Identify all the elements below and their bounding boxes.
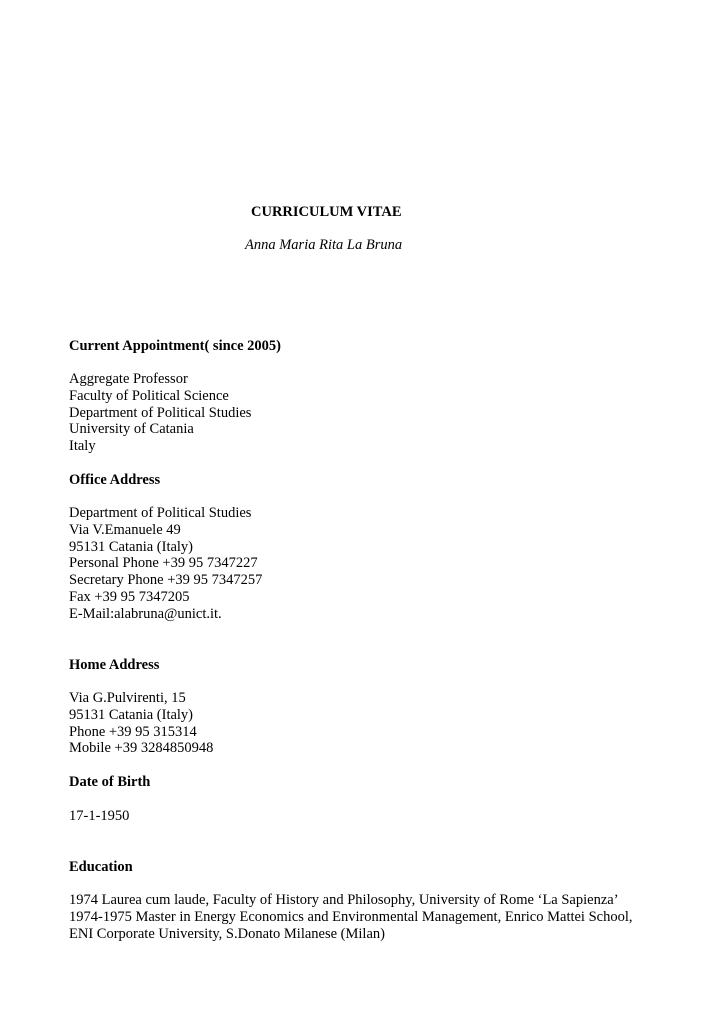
date-of-birth-section [69, 774, 689, 791]
education-line: 1974-1975 Master in Energy Economics and Environmental Management, Enrico Mattei School, [69, 908, 633, 925]
appointment-line: University of Catania [69, 421, 194, 438]
home-address-line: Phone +39 95 315314 [69, 723, 197, 740]
office-address-line: Department of Political Studies [69, 505, 252, 521]
education-heading: Education [69, 859, 133, 875]
education-details [69, 892, 689, 942]
appointment-line: Faculty of Political Science [69, 387, 229, 404]
office-address-line: Fax +39 95 7347205 [69, 588, 190, 605]
appointment-line: Department of Political Studies [69, 404, 252, 421]
document-title: CURRICULUM VITAE [251, 204, 402, 220]
home-address-heading: Home Address [69, 657, 160, 673]
education-line: 1974 Laurea cum laude, Faculty of History and Philosophy, University of Rome ‘La Sapienza’ [69, 892, 619, 908]
current-appointment-details [69, 371, 689, 455]
home-address-details [69, 690, 689, 757]
office-address-line: 95131 Catania (Italy) [69, 538, 194, 555]
current-appointment-section [69, 338, 689, 355]
office-address-line: Personal Phone +39 95 7347227 [69, 555, 258, 572]
office-address-line: Secretary Phone +39 95 7347257 [69, 572, 263, 589]
office-address-details [69, 505, 689, 623]
appointment-line: Italy [69, 438, 96, 455]
education-section [69, 859, 689, 876]
office-address-line: Via V.Emanuele 49 [69, 521, 181, 538]
date-of-birth-value: 17-1-1950 [69, 808, 130, 824]
office-email-line: E-Mail:alabruna@unict.it. [69, 605, 222, 622]
person-name: Anna Maria Rita La Bruna [245, 237, 403, 253]
education-line: ENI Corporate University, S.Donato Milanese (Milan) [69, 925, 385, 942]
date-of-birth-heading: Date of Birth [69, 774, 151, 790]
home-address-line: 95131 Catania (Italy) [69, 706, 194, 723]
office-address-section [69, 472, 689, 489]
current-appointment-heading: Current Appointment( since 2005) [69, 338, 281, 354]
home-address-section [69, 657, 689, 674]
office-address-heading: Office Address [69, 472, 161, 488]
home-address-line: Via G.Pulvirenti, 15 [69, 690, 186, 706]
home-address-line: Mobile +39 3284850948 [69, 740, 214, 757]
appointment-line: Aggregate Professor [69, 371, 188, 387]
date-of-birth-details [69, 808, 689, 825]
